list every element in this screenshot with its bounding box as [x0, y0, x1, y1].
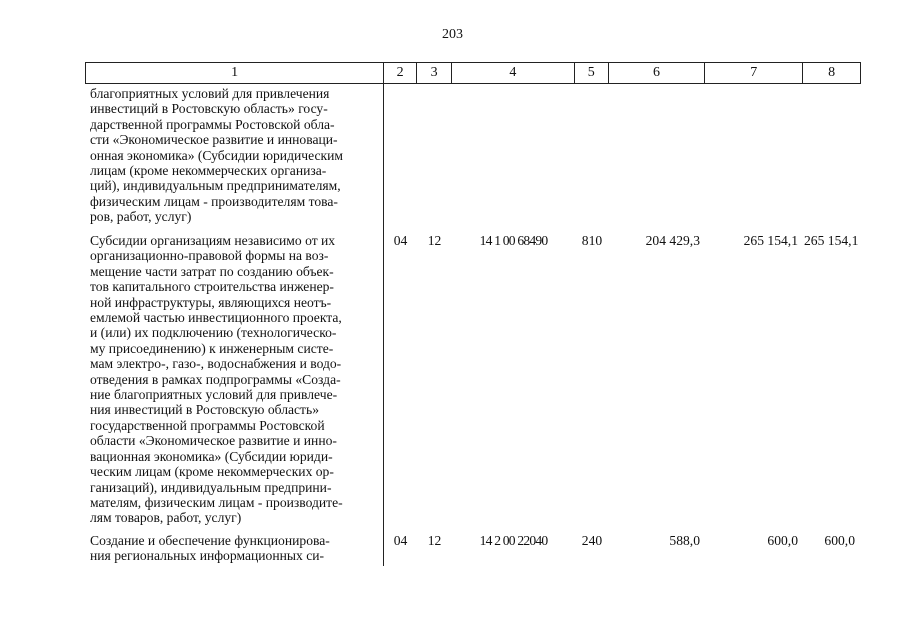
cell-section: 04	[393, 533, 408, 548]
table-row	[85, 530, 861, 566]
cell-amount-year-3: 265 154,1	[804, 233, 859, 248]
cell-amount-year-3: 600,0	[824, 533, 855, 548]
table-row	[85, 84, 861, 230]
cell-amount-year-1: 204 429,3	[645, 233, 700, 248]
header-col-1: 1	[86, 63, 384, 83]
cell-subsection: 12	[427, 533, 442, 548]
header-col-2: 2	[384, 63, 417, 83]
cell-amount-year-2: 600,0	[767, 533, 798, 548]
header-col-4: 4	[452, 63, 575, 83]
cell-expense-type: 810	[581, 233, 603, 248]
cell-amount-year-2: 265 154,1	[743, 233, 798, 248]
header-col-6: 6	[609, 63, 706, 83]
cell-subsection: 12	[427, 233, 442, 248]
header-col-7: 7	[705, 63, 803, 83]
row-description: благоприятных условий для привлечения инвестиций в Ростовскую область» госу- дарственной программы Ростовской обла- сти «Экономическое развитие и инноваци- онная экономика» (Субсидии юридическим лицам (кроме некоммерческих организа- ций), индивидуальным предпринимателям, физическим лицам - производителям това- ров, работ, услуг)	[85, 84, 384, 230]
cell-section: 04	[393, 233, 408, 248]
row-description: Субсидии организациям независимо от их организационно-правовой формы на воз- мещение части затрат по созданию объек- тов капитального строительства инженер- ной инфраструктуры, являющихся неотъ- емлемой частью инвестиционного проекта, и (или) их подключению (технологическо- му присоединению) к инженерным систе- мам электро-, газо-, водоснабжения и водо- отведения в рамках подпрограммы «Созда- ние благоприятных условий для привлече- ния инвестиций в Ростовскую область» государственной программы Ростовской области «Экономическое развитие и инно- вационная экономика» (Субсидии юриди- ческим лицам (кроме некоммерческих ор- ганизаций), индивидуальным предприни- мателям, физическим лицам - производите- лям товаров, работ, услуг)	[85, 230, 384, 530]
cell-amount-year-1: 588,0	[669, 533, 700, 548]
table-body	[85, 84, 861, 566]
table-header-row	[85, 62, 861, 84]
page-number: 203	[442, 27, 463, 42]
header-col-8: 8	[828, 65, 836, 80]
row-description: Создание и обеспечение функционирова- ния региональных информационных си-	[85, 530, 384, 566]
cell-target-article: 14 1 00 68490	[479, 233, 548, 248]
table-row	[85, 230, 861, 530]
cell-target-article: 14 2 00 22040	[479, 533, 548, 548]
header-col-3: 3	[417, 63, 452, 83]
header-col-5: 5	[575, 63, 609, 83]
cell-expense-type: 240	[581, 533, 603, 548]
